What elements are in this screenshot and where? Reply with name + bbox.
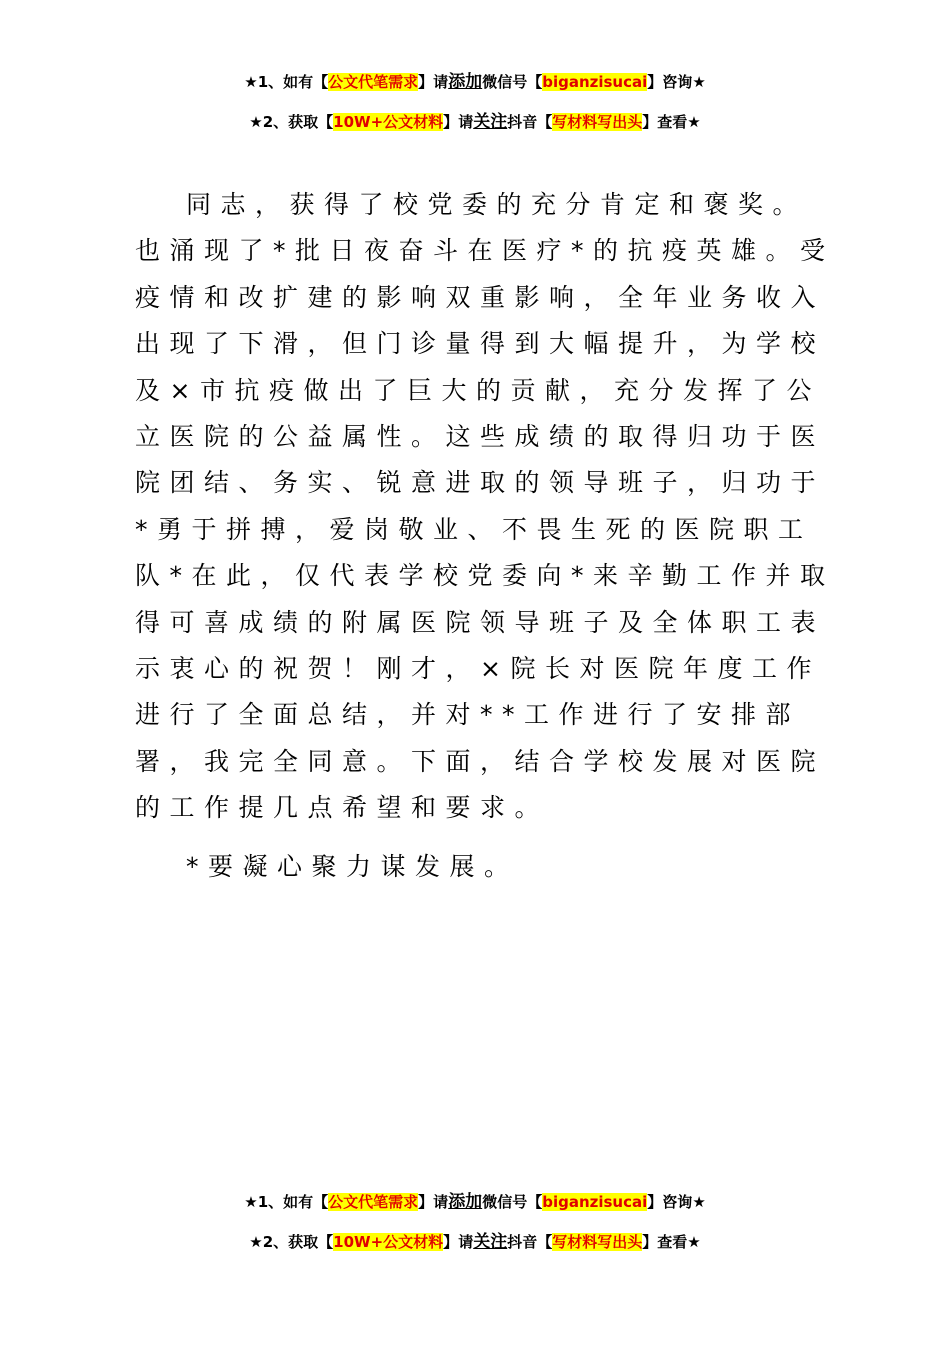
star-icon: ★: [687, 1233, 701, 1251]
document-body: [135, 182, 835, 890]
banner-line-1: ★1、如有【公文代笔需求】请添加微信号【biganzisucai】咨询★: [244, 72, 706, 92]
star-icon: ★: [249, 1233, 263, 1251]
banner-line-2: ★2、获取【10W+公文材料】请关注抖音【写材料写出头】查看★: [249, 112, 701, 132]
highlight-wechat-id: biganzisucai: [542, 73, 648, 91]
highlight-service: 公文代笔需求: [328, 73, 419, 91]
emphasis-follow: 关注: [473, 112, 508, 132]
emphasis-add: 添加: [448, 72, 483, 92]
star-icon: ★: [244, 73, 258, 91]
footer-banner: [0, 1182, 950, 1262]
star-icon: ★: [249, 113, 263, 131]
header-banner: [0, 62, 950, 142]
highlight-materials: 10W+公文材料: [333, 113, 444, 131]
highlight-service: 公文代笔需求: [328, 1193, 419, 1211]
highlight-materials: 10W+公文材料: [333, 1233, 444, 1251]
body-paragraph: 同志，获得了校党委的充分肯定和褒奖。也涌现了*批日夜奋斗在医疗*的抗疫英雄。受疫情和改扩建的影响双重影响，全年业务收入出现了下滑，但门诊量得到大幅提升，为学校及×市抗疫做出了巨大的贡献，充分发挥了公立医院的公益属性。这些成绩的取得归功于医院团结、务实、锐意进取的领导班子，归功于*勇于拼搏，爱岗敬业、不畏生死的医院职工队*在此，仅代表学校党委向*来辛勤工作并取得可喜成绩的附属医院领导班子及全体职工表示衷心的祝贺！刚才，×院长对医院年度工作进行了全面总结，并对**工作进行了安排部署，我完全同意。下面，结合学校发展对医院的工作提几点希望和要求。: [135, 190, 835, 823]
highlight-wechat-id: biganzisucai: [542, 1193, 648, 1211]
highlight-douyin-account: 写材料写出头: [552, 113, 643, 131]
emphasis-follow: 关注: [473, 1232, 508, 1252]
banner-line-2: ★2、获取【10W+公文材料】请关注抖音【写材料写出头】查看★: [249, 1232, 701, 1252]
star-icon: ★: [692, 1193, 706, 1211]
star-icon: ★: [244, 1193, 258, 1211]
star-icon: ★: [687, 113, 701, 131]
emphasis-add: 添加: [448, 1192, 483, 1212]
highlight-douyin-account: 写材料写出头: [552, 1233, 643, 1251]
banner-line-1: ★1、如有【公文代笔需求】请添加微信号【biganzisucai】咨询★: [244, 1192, 706, 1212]
star-icon: ★: [692, 73, 706, 91]
body-paragraph: *要凝心聚力谋发展。: [186, 851, 519, 881]
